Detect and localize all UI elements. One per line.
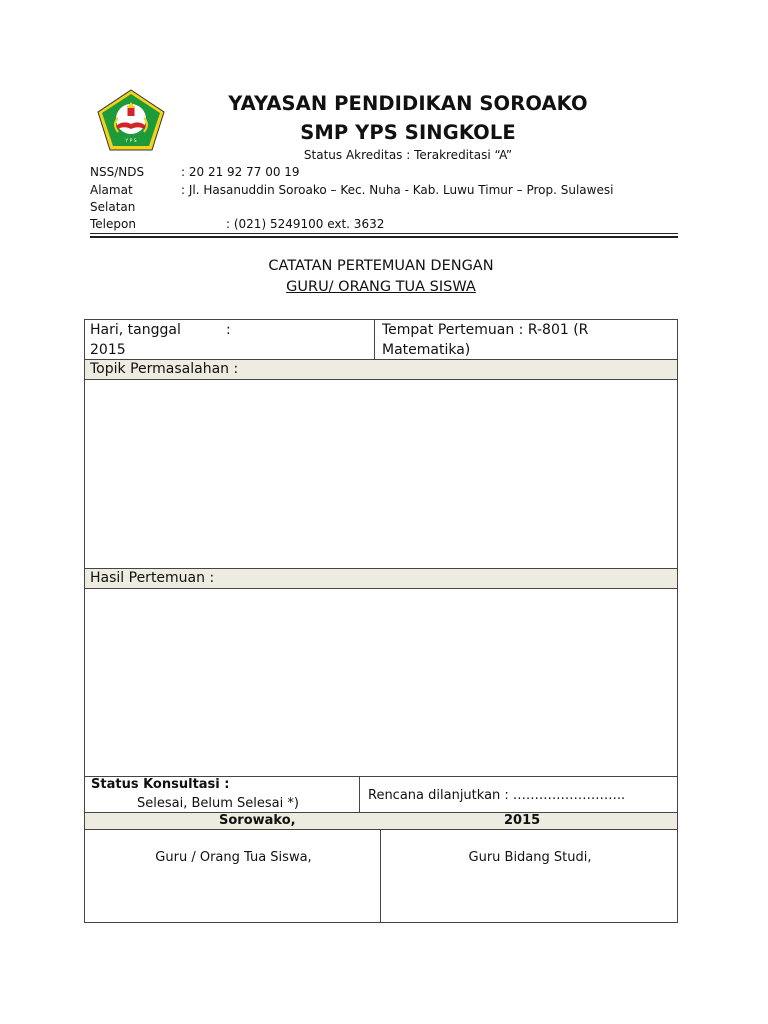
topic-label: Topik Permasalahan : [90,361,239,377]
nss-label: NSS/NDS [90,165,145,179]
place-cell [374,319,678,360]
result-field[interactable] [84,588,678,777]
org-name: YAYASAN PENDIDIKAN SOROAKO [228,92,588,115]
status-cell [84,776,360,813]
address-continuation: Selatan [90,200,136,214]
address-value: : Jl. Hasanuddin Soroako – Kec. Nuha - Kab. Luwu Timur – Prop. Sulawesi [181,183,614,197]
phone-label: Telepon [90,217,136,231]
result-header [84,568,678,589]
plan-label: Rencana dilanjutkan : …………………….. [368,788,626,803]
signature-place: Sorowako, [219,813,296,828]
date-year: 2015 [90,342,126,358]
address-label: Alamat [90,183,133,197]
logo-text: Y P S [125,139,137,144]
place-continuation: Matematika) [382,342,471,358]
document-subtitle: GURU/ ORANG TUA SISWA [286,279,476,295]
header-rule-bottom [90,236,678,238]
signature-right-label: Guru Bidang Studi, [468,850,592,865]
result-label: Hasil Pertemuan : [90,570,215,586]
nss-value: : 20 21 92 77 00 19 [181,165,300,179]
topic-header [84,359,678,380]
signature-year: 2015 [504,813,541,828]
place-label: Tempat Pertemuan : R-801 (R [382,322,589,338]
date-cell [84,319,375,360]
date-label: Hari, tanggal [90,322,181,338]
signature-left-label: Guru / Orang Tua Siswa, [155,850,312,865]
topic-field[interactable] [84,379,678,569]
signature-right-cell[interactable] [380,829,678,923]
header-rule-top [90,233,678,234]
accreditation-status: Status Akreditas : Terakreditasi “A” [303,148,513,162]
status-label: Status Konsultasi : [91,777,230,792]
date-colon: : [226,322,231,338]
status-options: Selesai, Belum Selesai *) [137,796,299,811]
phone-value: : (021) 5249100 ext. 3632 [226,217,385,231]
school-name: SMP YPS SINGKOLE [300,121,516,144]
signature-left-cell[interactable] [84,829,381,923]
document-title: CATATAN PERTEMUAN DENGAN [268,258,494,274]
signature-header [84,812,678,830]
plan-cell [359,776,678,813]
